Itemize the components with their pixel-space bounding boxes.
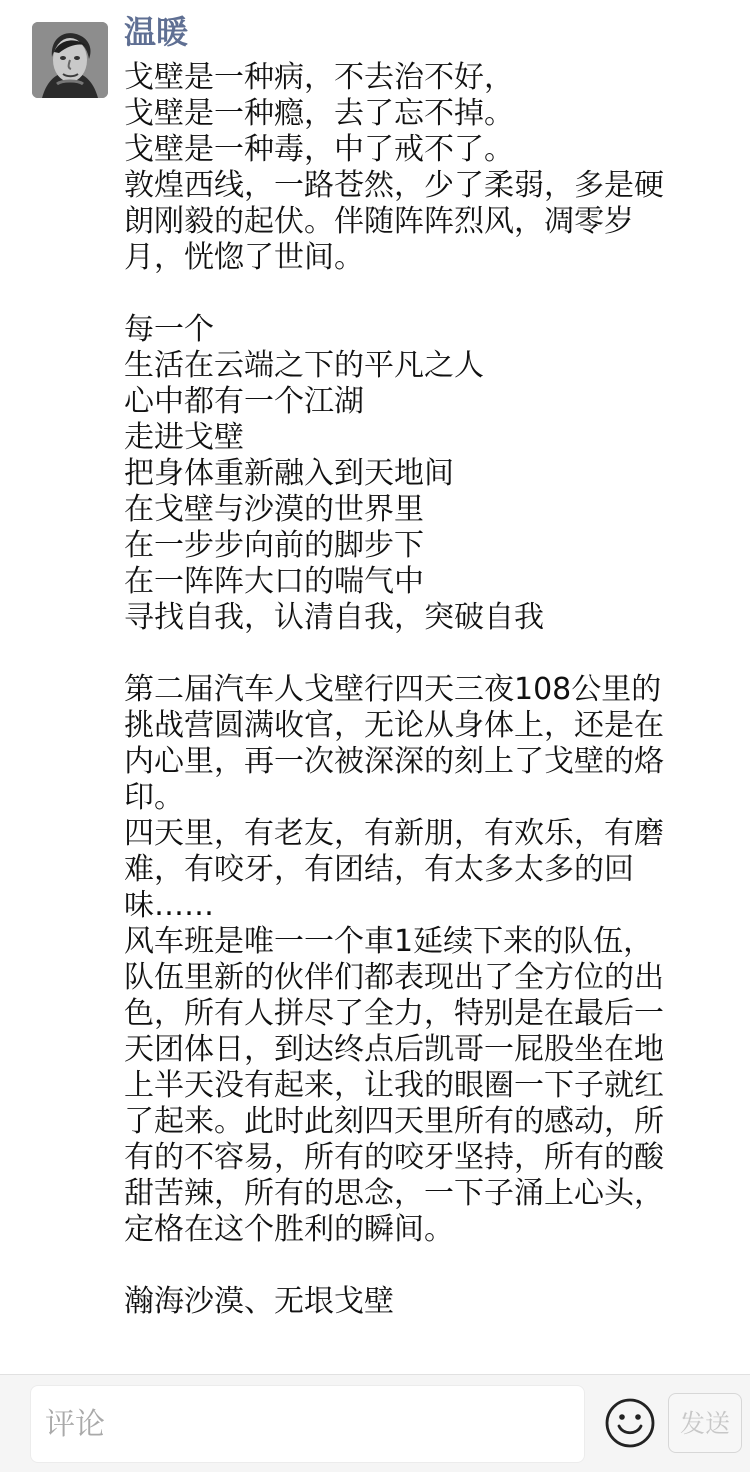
post-line: 天团体日，到达终点后凯哥一屁股坐在地 — [124, 1032, 664, 1067]
post-line: 内心里，再一次被深深的刻上了戈壁的烙 — [124, 744, 664, 779]
post-line: 甜苦辣，所有的思念，一下子涌上心头， — [124, 1176, 664, 1211]
post-line: 上半天没有起来，让我的眼圈一下子就红 — [124, 1068, 664, 1103]
post-line: 戈壁是一种毒，中了戒不了。 — [124, 132, 514, 167]
comment-composer — [0, 1374, 750, 1472]
post-line: 寻找自我，认清自我，突破自我 — [124, 600, 544, 635]
post-line: 敦煌西线，一路苍然，少了柔弱，多是硬 — [124, 168, 664, 203]
smiley-face-icon — [603, 1396, 657, 1450]
post-line: 味…… — [124, 888, 214, 923]
post-line: 了起来。此时此刻四天里所有的感动，所 — [124, 1104, 664, 1139]
post-line: 在戈壁与沙漠的世界里 — [124, 492, 424, 527]
post-line: 在一步步向前的脚步下 — [124, 528, 424, 563]
post-line: 四天里，有老友，有新朋，有欢乐，有磨 — [124, 816, 664, 851]
blank-line — [124, 276, 714, 312]
emoji-button[interactable] — [603, 1396, 657, 1450]
post-line: 有的不容易，所有的咬牙坚持，所有的酸 — [124, 1140, 664, 1175]
post-line: 第二届汽车人戈壁行四天三夜108公里的 — [124, 672, 662, 707]
post-author-name[interactable]: 温暖 — [124, 13, 189, 51]
post-line: 生活在云端之下的平凡之人 — [124, 348, 484, 383]
post-line: 在一阵阵大口的喘气中 — [124, 564, 424, 599]
post-line: 定格在这个胜利的瞬间。 — [124, 1212, 454, 1247]
post-line: 挑战营圆满收官，无论从身体上，还是在 — [124, 708, 664, 743]
post-line: 戈壁是一种瘾，去了忘不掉。 — [124, 96, 514, 131]
post-line: 瀚海沙漠、无垠戈壁 — [124, 1284, 394, 1319]
send-button[interactable]: 发送 — [668, 1393, 742, 1453]
post-line: 队伍里新的伙伴们都表现出了全方位的出 — [124, 960, 664, 995]
post-line: 朗刚毅的起伏。伴随阵阵烈风，凋零岁 — [124, 204, 634, 239]
post-line: 把身体重新融入到天地间 — [124, 456, 454, 491]
post-line: 走进戈壁 — [124, 420, 244, 455]
post-line: 难，有咬牙，有团结，有太多太多的回 — [124, 852, 634, 887]
comment-input[interactable] — [30, 1385, 585, 1463]
post-line: 月，恍惚了世间。 — [124, 240, 364, 275]
blank-line — [124, 636, 714, 672]
post-line: 色，所有人拼尽了全力，特别是在最后一 — [124, 996, 664, 1031]
portrait-avatar-icon — [32, 22, 108, 98]
post-line: 印。 — [124, 780, 184, 815]
post-line: 心中都有一个江湖 — [124, 384, 364, 419]
post-line: 戈壁是一种病，不去治不好， — [124, 60, 514, 95]
post-line: 风车班是唯一一个車1延续下来的队伍， — [124, 924, 654, 959]
avatar[interactable] — [32, 22, 108, 98]
blank-line — [124, 1248, 714, 1284]
post-line: 每一个 — [124, 312, 214, 347]
post-content — [124, 60, 714, 1372]
